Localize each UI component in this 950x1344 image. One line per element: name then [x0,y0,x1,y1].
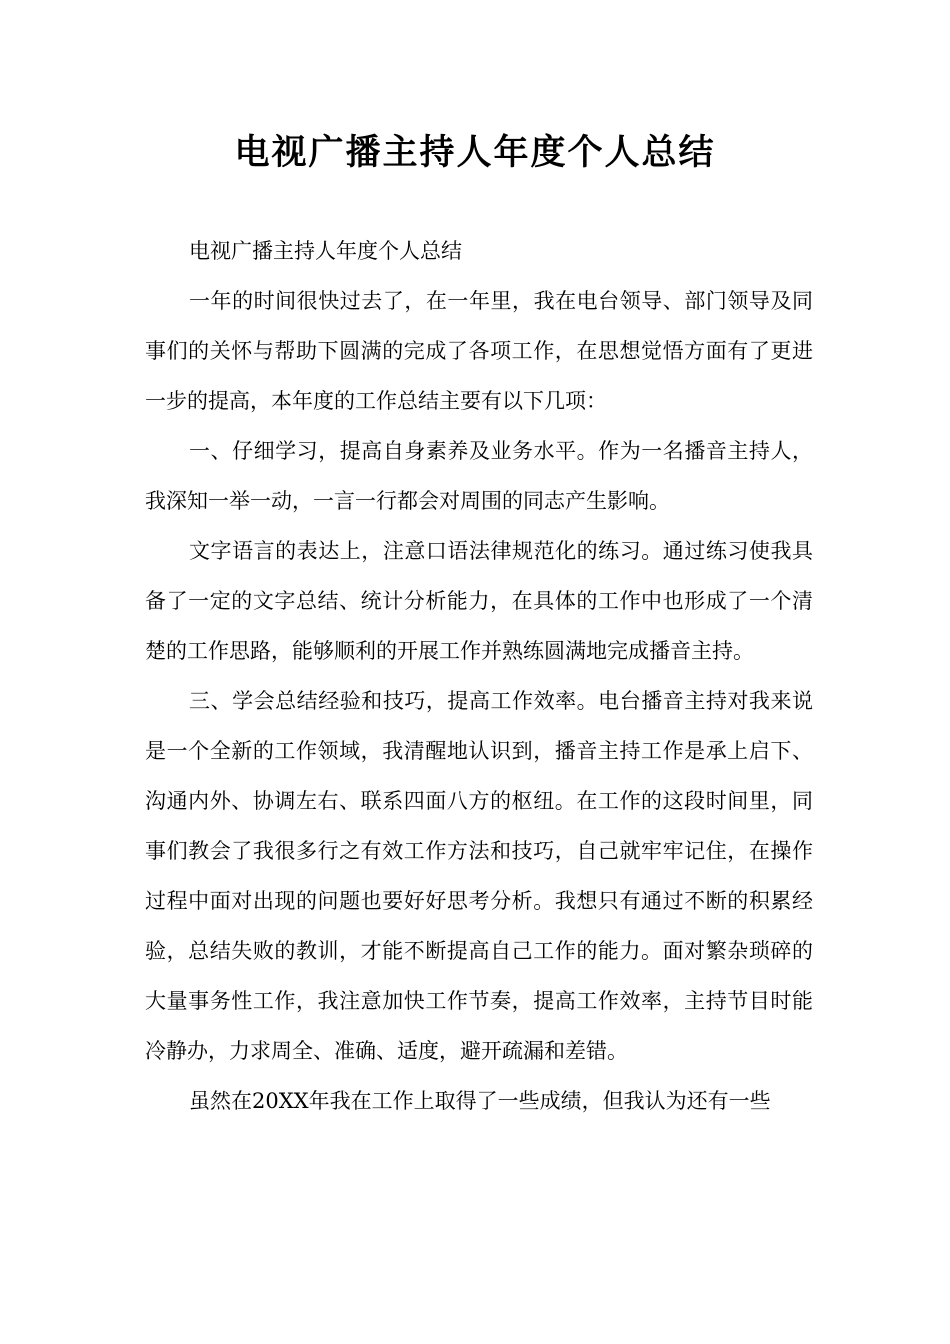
document-body [145,226,813,1126]
intro-paragraph: 一年的时间很快过去了，在一年里，我在电台领导、部门领导及同事们的关怀与帮助下圆满的完成了各项工作，在思想觉悟方面有了更进一步的提高，本年度的工作总结主要有以下几项： [145,289,813,413]
document-title: 电视广播主持人年度个人总结 [234,133,716,173]
closing-paragraph: 虽然在20XX年我在工作上取得了一些成绩，但我认为还有一些 [189,1089,771,1113]
language-paragraph: 文字语言的表达上，注意口语法律规范化的练习。通过练习使我具备了一定的文字总结、统计分析能力，在具体的工作中也形成了一个清楚的工作思路，能够顺利的开展工作并熟练圆满地完成播音主持。 [145,539,813,663]
section-three-paragraph: 三、学会总结经验和技巧，提高工作效率。电台播音主持对我来说是一个全新的工作领域，我清醒地认识到，播音主持工作是承上启下、沟通内外、协调左右、联系四面八方的枢纽。在工作的这段时间里，同事们教会了我很多行之有效工作方法和技巧，自己就牢牢记住，在操作过程中面对出现的问题也要好好思考分析。我想只有通过不断的积累经验，总结失败的教训，才能不断提高自己工作的能力。面对繁杂琐碎的大量事务性工作，我注意加快工作节奏，提高工作效率，主持节目时能冷静办，力求周全、准确、适度，避开疏漏和差错。 [145,689,813,1063]
subtitle-paragraph: 电视广播主持人年度个人总结 [189,239,462,263]
section-one-paragraph: 一、仔细学习，提高自身素养及业务水平。作为一名播音主持人，我深知一举一动，一言一行都会对周围的同志产生影响。 [145,439,813,513]
